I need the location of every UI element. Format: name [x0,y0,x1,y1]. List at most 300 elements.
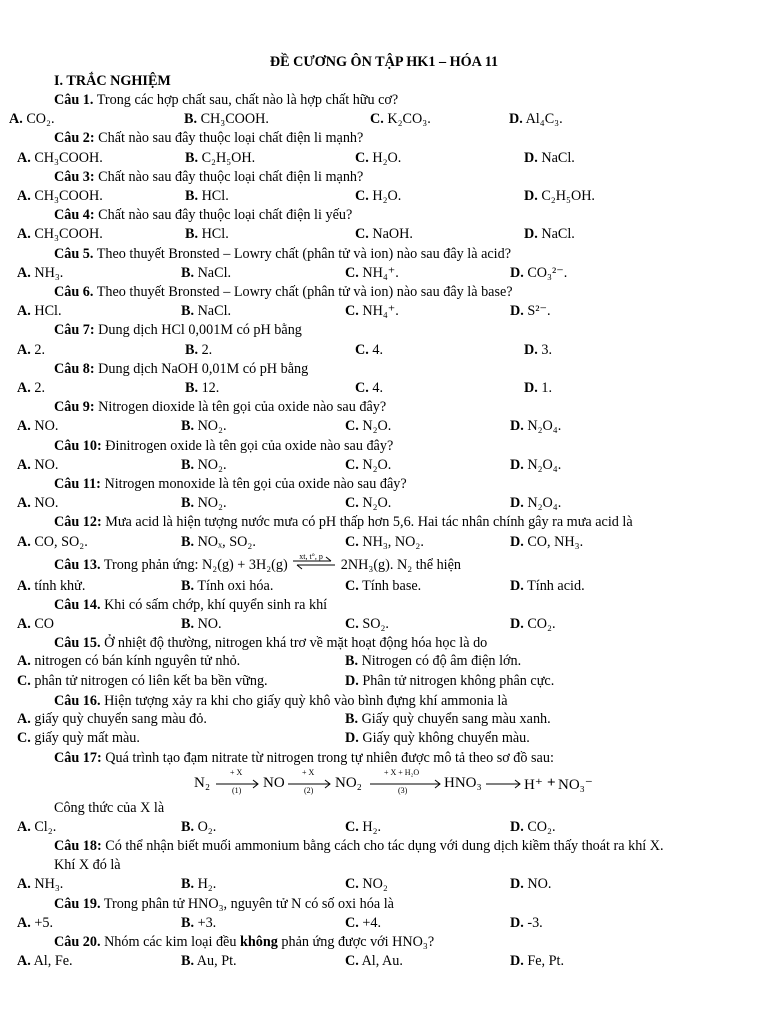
question-text: Trong phân tử HNO₃, nguyên tử N có số oxi hóa là [103,895,394,912]
option-letter: A. [17,303,31,320]
option-text: NO. [197,616,222,633]
options-16-row2 [0,730,768,749]
option-c [345,494,391,513]
section-heading: I. TRẮC NGHIỆM [54,73,171,89]
option-a [17,417,58,436]
option-text: +4. [362,914,381,931]
option-letter: C. [345,418,359,435]
question-18 [0,837,768,856]
option-letter: A. [17,653,31,670]
option-letter: B. [181,264,195,281]
option-letter: C. [345,818,359,835]
options-4 [0,225,768,244]
question-label: Câu 19. [54,895,101,912]
question-label: Câu 2: [54,130,95,147]
option-b [181,302,231,321]
option-letter: D. [510,533,524,550]
question-text: Trong các hợp chất sau, chất nào là hợp chất hữu cơ? [96,92,399,108]
question-18-line2: Khí X đó là [54,857,121,874]
option-letter: B. [184,111,198,128]
scheme-plus: + [547,774,556,791]
question-2 [0,129,768,148]
option-b [185,379,219,398]
question-text: Theo thuyết Bronsted – Lowry chất (phân tử và ion) nào sau đây là acid? [96,245,511,262]
question-label: Câu 9: [54,399,95,416]
option-letter: D. [524,341,538,358]
option-letter: D. [510,303,524,320]
option-text: Cl₂. [34,818,57,835]
question-text-post: 2NH₃(g). N₂ thể hiện [340,556,461,573]
option-a [17,187,103,206]
option-a [17,533,88,552]
option-text: Tính base. [362,577,422,594]
option-letter: A. [17,379,31,396]
option-letter: A. [17,876,31,893]
option-text: 4. [372,379,383,396]
options-11 [0,494,768,513]
option-text: CO, SO₂. [34,533,88,550]
question-text-pre: Nhóm các kim loại đều [104,934,237,950]
option-letter: C. [345,616,359,633]
option-letter: B. [345,653,359,670]
option-text: CH₃COOH. [34,149,103,166]
option-letter: C. [355,341,369,358]
options-14 [0,615,768,634]
option-text: nitrogen có bán kính nguyên tử nhỏ. [34,653,241,670]
scheme-n2: N₂ [194,774,211,791]
options-5 [0,264,768,283]
option-b [184,110,269,129]
option-c [345,533,424,552]
option-letter: B. [185,149,199,166]
option-letter: B. [181,818,195,835]
option-letter: A. [17,616,31,633]
option-letter: B. [181,495,195,512]
question-5 [0,245,768,264]
option-d [510,494,561,513]
option-c [355,341,383,360]
equilibrium-arrow-icon [291,552,337,570]
option-letter: D. [510,495,524,512]
option-text: -3. [527,914,543,931]
option-letter: C. [17,672,31,689]
option-text: N₂O. [362,495,392,512]
option-text: 12. [201,379,220,396]
option-text: +3. [197,914,217,931]
question-label: Câu 3: [54,168,95,185]
option-text: 1. [541,379,552,396]
scheme-no3-minus: NO₃⁻ [558,776,593,793]
question-17 [0,749,768,768]
option-b [181,264,231,283]
option-letter: A. [17,149,31,166]
option-text: CH₃COOH. [34,187,103,204]
scheme-arrow1-top: + X [230,767,243,777]
option-letter: D. [524,379,538,396]
options-8 [0,379,768,398]
option-text: N₂O. [362,418,392,435]
options-17 [0,818,768,837]
question-label: Câu 4: [54,207,95,224]
question-label: Câu 7: [54,322,95,339]
option-d [510,417,561,436]
option-letter: D. [510,264,524,281]
scheme-hno3: HNO₃ [444,774,482,791]
question-text-pre: Trong phản ứng: N₂(g) + 3H₂(g) [103,556,288,573]
option-letter: B. [181,418,195,435]
option-b [181,417,227,436]
option-a [17,225,103,244]
option-text: HCl. [34,303,62,320]
options-15-row1 [0,653,768,672]
question-text-emphasis: không [240,934,278,950]
option-text: C₂H₅OH. [541,187,595,204]
option-c [355,149,401,168]
option-letter: C. [345,577,359,594]
option-text: S²⁻. [527,303,551,320]
option-letter: C. [345,876,359,893]
question-label: Câu 11: [54,475,101,492]
options-18 [0,875,768,894]
option-text: Tính oxi hóa. [197,577,274,594]
document-title: ĐỀ CƯƠNG ÔN TẬP HK1 – HÓA 11 [269,54,499,70]
option-text: Al, Fe. [33,953,73,970]
option-b [181,494,227,513]
option-letter: A. [17,418,31,435]
options-6 [0,302,768,321]
option-text: CO, NH₃. [527,533,584,550]
option-letter: A. [17,456,31,473]
options-16-row1 [0,711,768,730]
option-letter: C. [355,149,369,166]
question-text: Ở nhiệt độ thường, nitrogen khá trơ về mặt hoạt động hóa học là do [104,635,488,652]
option-text: 2. [201,341,213,358]
option-letter: A. [17,818,31,835]
scheme-arrow3-top: + X + H₂O [384,767,420,777]
option-text: Nitrogen có độ âm điện lớn. [361,653,522,670]
options-3 [0,187,768,206]
option-letter: B. [345,711,359,728]
option-text: N₂O₄. [527,495,562,512]
option-text: CH₃COOH. [34,226,103,243]
question-label: Câu 20. [54,934,101,950]
options-9 [0,417,768,436]
option-letter: A. [17,711,31,728]
option-c [355,225,413,244]
document-page [0,52,768,971]
option-letter: B. [185,379,199,396]
option-text: NO₂. [197,418,227,435]
option-text: +5. [34,914,53,931]
option-b [181,533,256,552]
question-label: Câu 16. [54,692,101,709]
question-16 [0,692,768,711]
option-d [524,341,552,360]
option-text: CO₂. [527,616,556,633]
option-letter: A. [17,533,31,550]
option-d [510,302,551,321]
option-letter: D. [345,672,359,689]
option-d [509,110,563,129]
option-b [185,225,229,244]
option-c [345,417,391,436]
option-text: Al, Au. [361,953,403,970]
option-letter: B. [181,914,195,931]
options-1 [0,110,768,129]
option-letter: D. [510,876,524,893]
option-text: NaCl. [197,264,232,281]
option-a [17,494,58,513]
option-letter: B. [185,226,199,243]
option-letter: D. [510,577,524,594]
question-label: Câu 13. [54,556,101,573]
option-text: NO₂ [362,876,388,893]
option-text: Al₄C₃. [525,111,563,128]
option-letter: C. [345,533,359,550]
question-text: Khi có sấm chớp, khí quyển sinh ra khí [104,596,328,613]
scheme-arrow1-bottom: (1) [232,785,242,795]
option-letter: B. [181,303,195,320]
option-text: CO₂. [26,111,55,128]
option-d [524,225,575,244]
question-17-followup: Công thức của X là [54,799,165,816]
option-letter: D. [509,111,523,128]
reaction-condition: xt, t°, p [299,551,323,561]
option-text: CO [34,616,55,633]
option-c [355,187,401,206]
option-a [17,456,58,475]
question-text: Đinitrogen oxide là tên gọi của oxide nào sau đây? [105,437,394,454]
option-d [510,264,567,283]
option-letter: D. [345,730,359,747]
option-text: 2. [34,341,45,358]
option-a [17,379,45,398]
options-12 [0,533,768,552]
option-text: N₂O. [362,456,392,473]
question-text: Mưa acid là hiện tượng nước mưa có pH thấp hơn 5,6. Hai tác nhân chính gây ra mưa acid là [105,514,633,531]
option-d [524,379,552,398]
option-c [345,302,399,321]
option-text: NOₓ, SO₂. [197,533,256,550]
option-text: CH₃COOH. [200,111,269,128]
option-text: HCl. [201,226,229,243]
scheme-no2: NO₂ [335,774,362,791]
option-letter: B. [185,187,199,204]
option-letter: A. [9,111,23,128]
option-text: NO₂. [197,495,227,512]
options-10 [0,456,768,475]
question-14 [0,596,768,615]
option-a [17,302,62,321]
option-text: Tính acid. [527,577,585,594]
option-letter: D. [524,226,538,243]
option-text: N₂O₄. [527,456,562,473]
option-letter: C. [345,495,359,512]
question-label: Câu 1. [54,92,94,108]
question-10 [0,437,768,456]
option-letter: D. [510,418,524,435]
question-label: Câu 17: [54,750,102,767]
question-label: Câu 14. [54,596,101,613]
option-text: NH₃. [34,264,64,281]
question-13 [0,552,768,577]
question-text: Dung dịch NaOH 0,01M có pH bằng [98,360,309,377]
question-3 [0,168,768,187]
option-text: CO₂. [527,818,556,835]
option-letter: B. [181,616,195,633]
question-text: Hiện tượng xảy ra khi cho giấy quỳ khô vào bình đựng khí ammonia là [104,692,508,709]
option-letter: D. [524,149,538,166]
option-text: SO₂. [362,616,389,633]
question-4 [0,206,768,225]
question-1 [0,91,768,110]
option-text: NaCl. [541,226,575,243]
option-letter: B. [181,533,195,550]
option-letter: D. [510,456,524,473]
question-11 [0,475,768,494]
option-letter: A. [17,953,31,970]
option-letter: C. [355,379,369,396]
option-d [524,149,575,168]
option-text: Au, Pt. [196,953,237,970]
option-c [345,456,391,475]
option-letter: C. [345,953,359,970]
question-12 [0,513,768,532]
options-20 [0,952,768,971]
option-b [185,149,255,168]
question-label: Câu 10: [54,437,102,454]
option-text: NO. [34,456,59,473]
option-letter: D. [510,818,524,835]
option-letter: D. [510,616,524,633]
option-letter: C. [355,226,369,243]
option-letter: A. [17,914,31,931]
option-letter: D. [510,914,524,931]
option-text: O₂. [197,818,217,835]
option-letter: B. [185,341,199,358]
question-text: Chất nào sau đây thuộc loại chất điện li mạnh? [98,168,364,185]
question-text: Dung dịch HCl 0,001M có pH bằng [98,322,302,339]
option-letter: A. [17,341,31,358]
option-text: NaCl. [541,149,575,166]
question-text: Có thể nhận biết muối ammonium bằng cách cho tác dụng với dung dịch kiềm thấy thoát ra khí X. [105,838,664,855]
question-20 [0,933,768,952]
option-letter: C. [345,264,359,281]
question-7 [0,321,768,340]
question-text-post: phản ứng được với HNO₃? [281,934,435,950]
option-letter: B. [181,953,195,970]
option-text: phân tử nitrogen có liên kết ba bền vững. [34,672,268,689]
option-text: NH₃, NO₂. [362,533,424,550]
option-letter: A. [17,187,31,204]
option-c [370,110,431,129]
scheme-arrow2-bottom: (2) [304,785,314,795]
option-a [9,110,55,129]
question-label: Câu 12: [54,514,102,531]
question-list [0,91,768,552]
question-text: Quá trình tạo đạm nitrate từ nitrogen trong tự nhiên được mô tả theo sơ đồ sau: [105,750,554,767]
option-text: Fe, Pt. [527,953,565,970]
option-letter: D. [524,187,538,204]
option-c [355,379,383,398]
option-text: H₂. [362,818,382,835]
option-letter: B. [181,876,195,893]
question-label: Câu 15. [54,635,101,652]
option-letter: A. [17,226,31,243]
reaction-scheme [0,769,768,799]
option-text: NO. [34,418,59,435]
option-a [17,264,63,283]
question-9 [0,398,768,417]
scheme-arrow2-top: + X [302,767,315,777]
option-text: NaCl. [197,303,232,320]
question-19 [0,895,768,914]
option-text: H₂O. [372,187,402,204]
option-text: Giấy quỳ không chuyển màu. [362,730,530,747]
option-letter: B. [181,456,195,473]
question-text: Chất nào sau đây thuộc loại chất điện li mạnh? [98,130,364,147]
question-label: Câu 5. [54,245,94,262]
scheme-h-plus: H⁺ [524,776,543,793]
option-letter: C. [345,914,359,931]
option-letter: A. [17,495,31,512]
option-letter: C. [345,303,359,320]
option-text: 2. [34,379,45,396]
option-letter: C. [345,456,359,473]
question-text: Chất nào sau đây thuộc loại chất điện li yếu? [98,207,353,224]
option-letter: C. [355,187,369,204]
question-text: Nitrogen monoxide là tên gọi của oxide nào sau đây? [104,475,407,492]
option-text: NO₂. [197,456,227,473]
option-b [185,187,229,206]
option-text: NO. [527,876,552,893]
option-text: 4. [372,341,383,358]
question-label: Câu 18: [54,838,102,855]
options-19 [0,914,768,933]
option-text: 3. [541,341,552,358]
option-d [510,533,583,552]
question-text: Nitrogen dioxide là tên gọi của oxide nào sau đây? [98,399,387,416]
option-letter: C. [17,730,31,747]
option-letter: A. [17,577,31,594]
option-text: NaOH. [372,226,413,243]
option-text: N₂O₄. [527,418,562,435]
option-text: CO₃²⁻. [527,264,568,281]
option-letter: C. [370,111,384,128]
option-text: NH₃. [34,876,64,893]
option-text: NH₄⁺. [362,264,399,281]
option-text: Phân tử nitrogen không phân cực. [362,672,555,689]
option-b [185,341,212,360]
question-label: Câu 8: [54,360,95,377]
option-text: giấy quỳ chuyển sang màu đỏ. [34,711,207,728]
option-b [181,456,227,475]
option-text: NH₄⁺. [362,303,399,320]
scheme-arrow3-bottom: (3) [398,785,408,795]
option-d [510,456,561,475]
option-a [17,149,103,168]
option-letter: B. [181,577,195,594]
option-text: NO. [34,495,59,512]
option-text: HCl. [201,187,229,204]
option-text: giấy quỳ mất màu. [34,730,140,747]
options-2 [0,149,768,168]
option-c [345,264,399,283]
options-7 [0,341,768,360]
question-text: Theo thuyết Bronsted – Lowry chất (phân tử và ion) nào sau đây là base? [96,283,513,300]
option-letter: A. [17,264,31,281]
option-text: Giấy quỳ chuyển sang màu xanh. [361,711,551,728]
